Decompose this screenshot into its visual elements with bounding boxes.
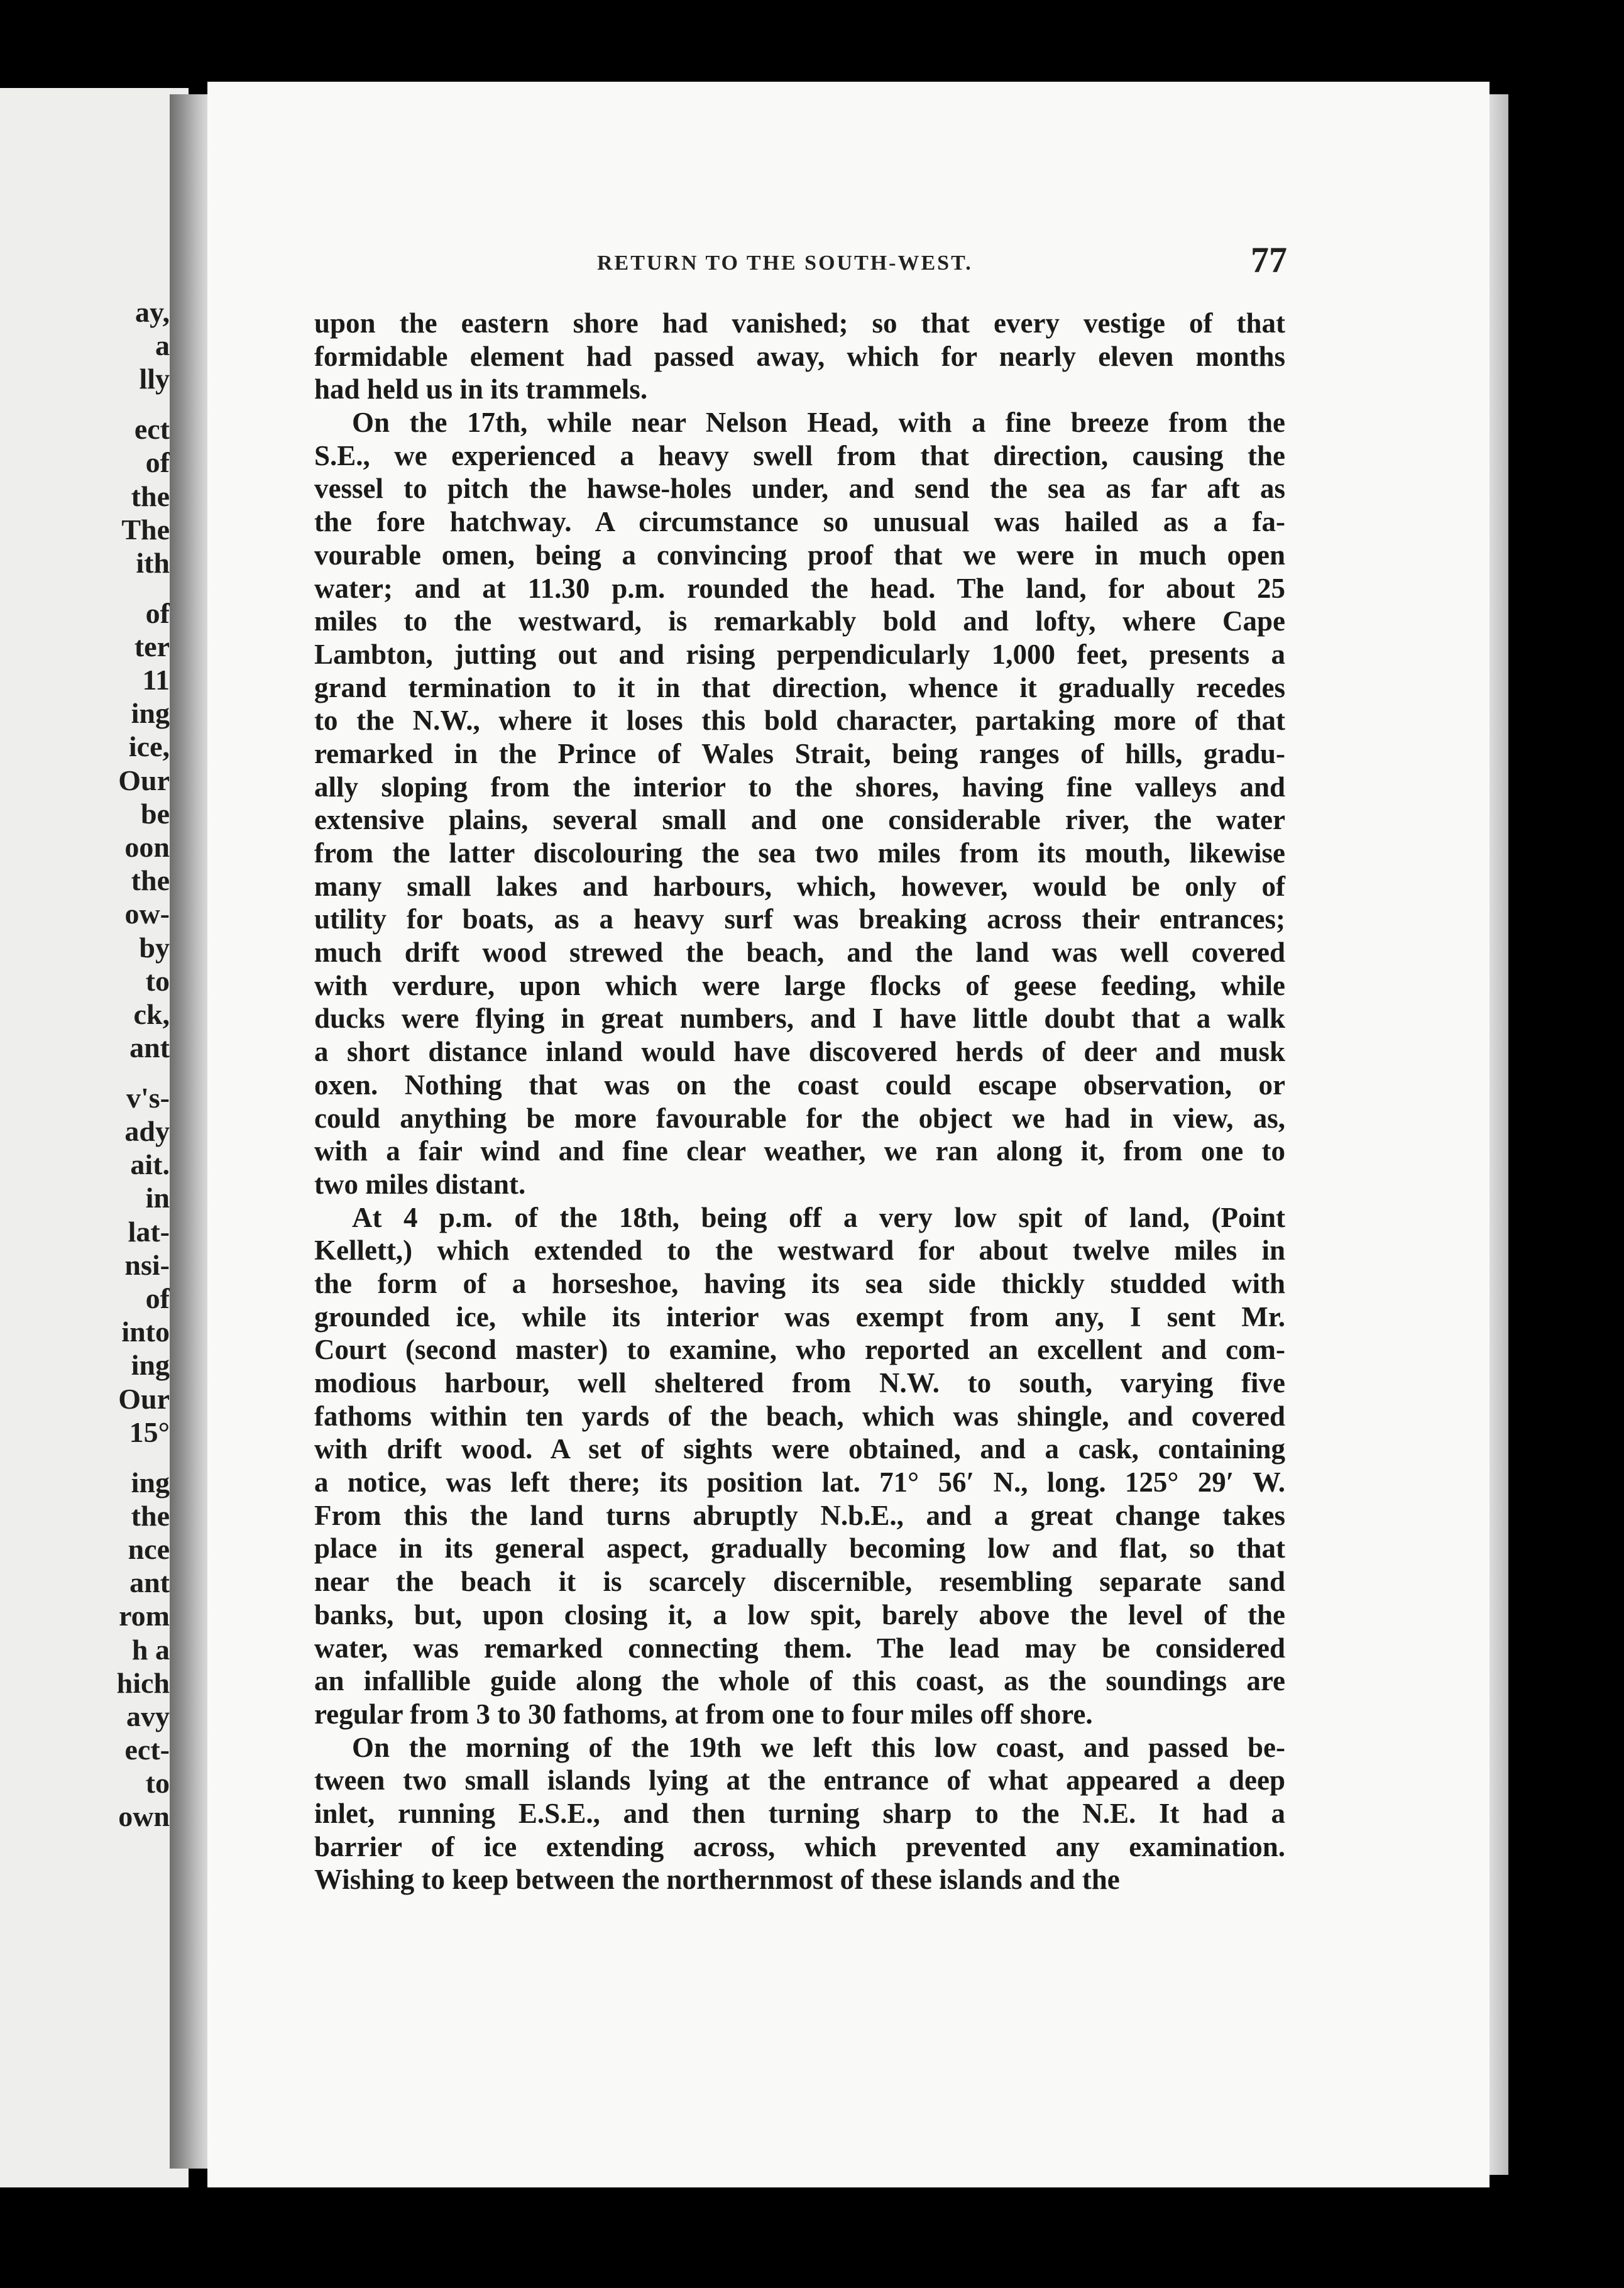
text-line: Court (second master) to examine, who reported an excellent and com- [314, 1334, 1285, 1366]
text-line: an infallible guide along the whole of this coast, as the soundings are [314, 1665, 1285, 1697]
text-line: place in its general aspect, gradually becoming low and flat, so that [314, 1532, 1285, 1565]
text-line: a short distance inland would have discovered herds of deer and musk [314, 1036, 1285, 1068]
left-page-fragment: Our [118, 764, 170, 796]
left-page-fragment: ck, [133, 998, 170, 1030]
text-line: vessel to pitch the hawse-holes under, and send the sea as far aft as [314, 473, 1285, 505]
left-page-fragment: h a [131, 1633, 170, 1666]
text-line: a notice, was left there; its position lat. 71° 56′ N., long. 125° 29′ W. [314, 1466, 1285, 1499]
text-line: tween two small islands lying at the entrance of what appeared a deep [314, 1764, 1285, 1796]
text-line: On the morning of the 19th we left this low coast, and passed be- [352, 1731, 1285, 1763]
left-page [0, 88, 189, 2187]
text-line: vourable omen, being a convincing proof that we were in much open [314, 539, 1285, 571]
text-line: fathoms within ten yards of the beach, which was shingle, and covered [314, 1400, 1285, 1432]
left-page-fragment: the [131, 864, 170, 897]
text-line: Kellett,) which extended to the westward for about twelve miles in [314, 1235, 1285, 1267]
left-page-fragment [0, 1064, 170, 1081]
left-page-fragment: ing [131, 1349, 170, 1382]
left-page-fragment: of [145, 1282, 170, 1315]
left-page-fragment: Our [118, 1382, 170, 1415]
left-page-fragment: rom [119, 1600, 170, 1632]
left-page-fragment: v's- [126, 1081, 170, 1114]
page-number: 77 [1251, 239, 1287, 280]
left-page-fragment: ant [129, 1031, 170, 1064]
text-line: the fore hatchway. A circumstance so unusual was hailed as a fa- [314, 506, 1285, 538]
left-page-fragment: lat- [128, 1215, 170, 1248]
paragraph [314, 307, 1285, 406]
left-page-fragment: hich [116, 1666, 170, 1699]
text-line: miles to the westward, is remarkably bold and lofty, where Cape [314, 605, 1285, 637]
text-line: many small lakes and harbours, which, however, would be only of [314, 870, 1285, 902]
left-page-fragment: ect [134, 413, 170, 446]
left-page-fragment: ait. [130, 1148, 170, 1181]
left-page-fragment: ady [124, 1115, 170, 1148]
text-line: barrier of ice extending across, which prevented any examination. [314, 1830, 1285, 1862]
text-line: with verdure, upon which were large flocks of geese feeding, while [314, 969, 1285, 1001]
text-line: From this the land turns abruptly N.b.E., and a great change takes [314, 1499, 1285, 1531]
text-line: grand termination to it in that direction, whence it gradually recedes [314, 671, 1285, 703]
page-edge [1490, 94, 1508, 2175]
left-page-fragment: nsi- [124, 1248, 170, 1281]
left-page-fragment: of [145, 597, 170, 629]
left-page-fragment [0, 580, 170, 597]
paragraph [314, 406, 1285, 1201]
text-line: banks, but, upon closing it, a low spit, barely above the level of the [314, 1598, 1285, 1631]
left-page-fragment: in [145, 1182, 170, 1214]
text-line: modious harbour, well sheltered from N.W. to south, varying five [314, 1367, 1285, 1399]
left-page-fragment: ith [136, 546, 170, 579]
text-line: utility for boats, as a heavy surf was breaking across their entrances; [314, 903, 1285, 935]
text-line: regular from 3 to 30 fathoms, at from one to four miles off shore. [314, 1698, 1093, 1730]
left-page-fragment [0, 396, 170, 413]
text-line: from the latter discolouring the sea two miles from its mouth, likewise [314, 837, 1285, 869]
left-page-fragment: avy [126, 1700, 170, 1732]
text-line: two miles distant. [314, 1168, 526, 1200]
left-page-fragment: The [121, 513, 170, 546]
left-page-fragment: ay, [135, 296, 170, 328]
left-page-fragment: by [139, 931, 170, 964]
text-line: inlet, running E.S.E., and then turning sharp to the N.E. It had a [314, 1797, 1285, 1829]
left-page-fragment: ice, [128, 730, 170, 763]
text-line: to the N.W., where it loses this bold character, partaking more of that [314, 705, 1285, 737]
left-page-fragment: lly [139, 363, 170, 395]
left-page-fragment: the [131, 1499, 170, 1532]
left-page-fragment: a [155, 329, 170, 362]
text-line: extensive plains, several small and one considerable river, the water [314, 804, 1285, 836]
left-page-text [0, 295, 170, 1834]
text-line: with drift wood. A set of sights were obtained, and a cask, containing [314, 1433, 1285, 1465]
text-line: remarked in the Prince of Wales Strait, being ranges of hills, gradu- [314, 737, 1285, 769]
text-line: On the 17th, while near Nelson Head, with a fine breeze from the [352, 407, 1285, 439]
text-line: At 4 p.m. of the 18th, being off a very low spit of land, (Point [352, 1201, 1285, 1233]
left-page-fragment: 11 [142, 664, 170, 696]
left-page-fragment: ow- [124, 898, 170, 930]
text-line: water, was remarked connecting them. The lead may be considered [314, 1632, 1285, 1664]
text-line: grounded ice, while its interior was exempt from any, I sent Mr. [314, 1301, 1285, 1333]
left-page-fragment: ing [131, 1466, 170, 1499]
text-line: ducks were flying in great numbers, and I have little doubt that a walk [314, 1003, 1285, 1035]
text-line: upon the eastern shore had vanished; so that every vestige of that [314, 307, 1285, 339]
text-line: had held us in its trammels. [314, 373, 648, 405]
left-page-fragment: be [141, 797, 170, 830]
left-page-fragment: 15° [129, 1416, 170, 1448]
body-text [314, 307, 1285, 1896]
text-line: the form of a horseshoe, having its sea side thickly studded with [314, 1267, 1285, 1299]
left-page-fragment: ect- [124, 1734, 170, 1766]
left-page-fragment: to [145, 964, 170, 997]
left-page-fragment: ter [134, 630, 170, 663]
text-line: Lambton, jutting out and rising perpendicularly 1,000 feet, presents a [314, 638, 1285, 670]
left-page-fragment: nce [128, 1532, 170, 1565]
left-page-fragment: ant [129, 1566, 170, 1599]
text-line: formidable element had passed away, which for nearly eleven months [314, 340, 1285, 372]
text-line: with a fair wind and fine clear weather, we ran along it, from one to [314, 1135, 1285, 1167]
text-line: near the beach it is scarcely discernible, resembling separate sand [314, 1566, 1285, 1598]
text-line: oxen. Nothing that was on the coast could escape observation, or [314, 1069, 1285, 1101]
text-line: water; and at 11.30 p.m. rounded the head. The land, for about 25 [314, 572, 1285, 604]
left-page-fragment: the [131, 480, 170, 512]
left-page-fragment: into [121, 1316, 170, 1348]
left-page-fragment: oon [124, 831, 170, 863]
text-line: S.E., we experienced a heavy swell from that direction, causing the [314, 439, 1285, 471]
paragraph [314, 1201, 1285, 1731]
left-page-fragment [0, 1449, 170, 1466]
text-line: could anything be more favourable for the object we had in view, as, [314, 1102, 1285, 1134]
text-line: much drift wood strewed the beach, and the land was well covered [314, 937, 1285, 969]
left-page-fragment: to [145, 1767, 170, 1800]
text-line: Wishing to keep between the northernmost of these islands and the [314, 1864, 1120, 1896]
book-gutter [170, 94, 207, 2169]
running-head: RETURN TO THE SOUTH-WEST. [597, 251, 973, 275]
left-page-fragment: ing [131, 697, 170, 730]
paragraph [314, 1731, 1285, 1896]
left-page-fragment: own [118, 1800, 170, 1833]
left-page-fragment: of [145, 446, 170, 479]
text-line: ally sloping from the interior to the shores, having fine valleys and [314, 771, 1285, 803]
